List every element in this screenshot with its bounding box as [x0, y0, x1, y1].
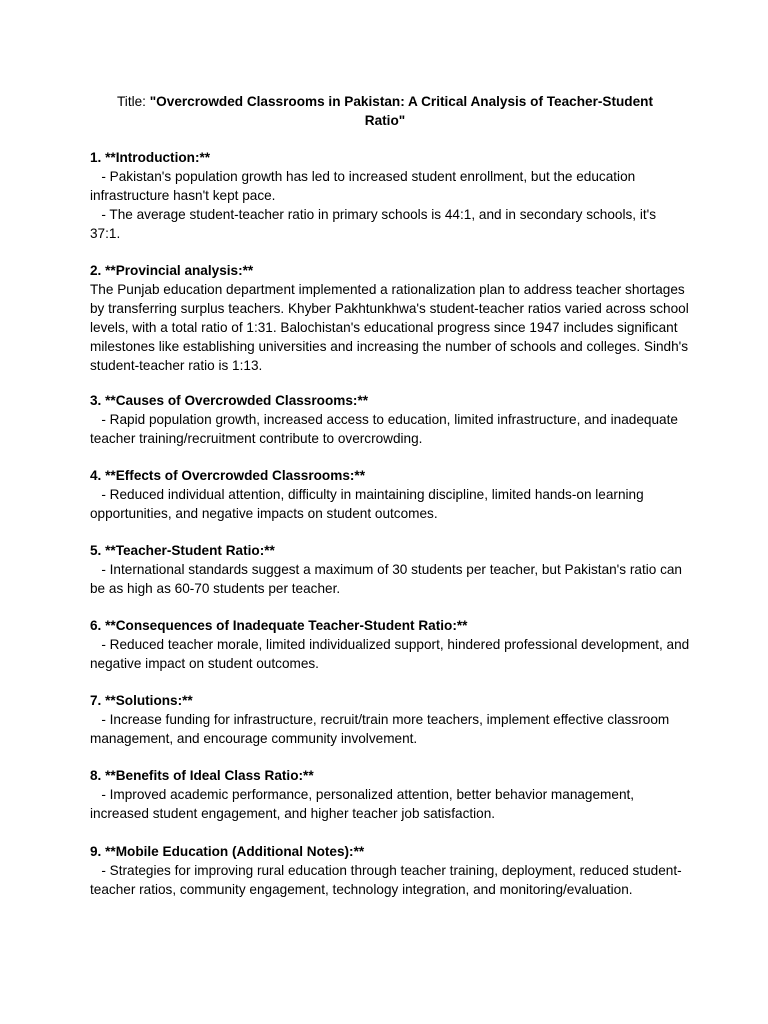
section-body: The Punjab education department implemented a rationalization plan to address teacher shortages by transferring surplus teachers. Khyber Pakhtunkhwa's student-teacher ratios varied across school levels, with a total ratio of 1:31. Balochistan's educational progress since 1947 includes significant milestones like establishing universities and increasing the number of schools and colleges. Sindh's student-teacher ratio is 1:13. — [90, 282, 693, 373]
section-body: - Increase funding for infrastructure, recruit/train more teachers, implement effective classroom management, and encourage community involvement. — [90, 712, 674, 746]
section-heading: 8. **Benefits of Ideal Class Ratio:** — [90, 768, 314, 783]
section-body: - Improved academic performance, personalized attention, better behavior management, increased student engagement, and higher teacher job satisfaction. — [90, 787, 638, 821]
section-mobile-education — [90, 842, 690, 899]
section-heading: 6. **Consequences of Inadequate Teacher-Student Ratio:** — [90, 618, 468, 633]
section-heading: 9. **Mobile Education (Additional Notes):** — [90, 844, 365, 859]
section-body: - Reduced individual attention, difficulty in maintaining discipline, limited hands-on learning opportunities, and negative impacts on student outcomes. — [90, 487, 648, 521]
section-body: - International standards suggest a maximum of 30 students per teacher, but Pakistan's ratio can be as high as 60-70 students per teacher. — [90, 562, 686, 596]
document-title — [100, 92, 670, 130]
section-body: - Strategies for improving rural education through teacher training, deployment, reduced student-teacher ratios, community engagement, technology integration, and monitoring/evaluation. — [90, 863, 682, 897]
section-introduction — [90, 148, 690, 243]
section-heading: 7. **Solutions:** — [90, 693, 193, 708]
section-heading: 3. **Causes of Overcrowded Classrooms:** — [90, 393, 369, 408]
section-solutions — [90, 691, 690, 748]
title-text: "Overcrowded Classrooms in Pakistan: A Critical Analysis of Teacher-Student Ratio" — [149, 94, 653, 128]
section-body: - Rapid population growth, increased access to education, limited infrastructure, and inadequate teacher training/recruitment contribute to overcrowding. — [90, 412, 682, 446]
section-consequences — [90, 616, 694, 673]
section-heading: 1. **Introduction:** — [90, 150, 211, 165]
section-heading: 4. **Effects of Overcrowded Classrooms:** — [90, 468, 365, 483]
section-causes — [90, 391, 690, 448]
section-provincial-analysis — [90, 261, 693, 375]
section-body: - Pakistan's population growth has led to increased student enrollment, but the education infrastructure hasn't kept pace. - The average student-teacher ratio in primary schools is 44:1, and in secondary schools, it's 37:1. — [90, 169, 657, 241]
section-teacher-student-ratio — [90, 541, 690, 598]
section-heading: 2. **Provincial analysis:** — [90, 263, 254, 278]
title-prefix: Title: — [117, 94, 150, 109]
section-heading: 5. **Teacher-Student Ratio:** — [90, 543, 275, 558]
section-effects — [90, 466, 690, 523]
section-body: - Reduced teacher morale, limited individualized support, hindered professional development, and negative impact on student outcomes. — [90, 637, 694, 671]
section-benefits — [90, 766, 690, 823]
